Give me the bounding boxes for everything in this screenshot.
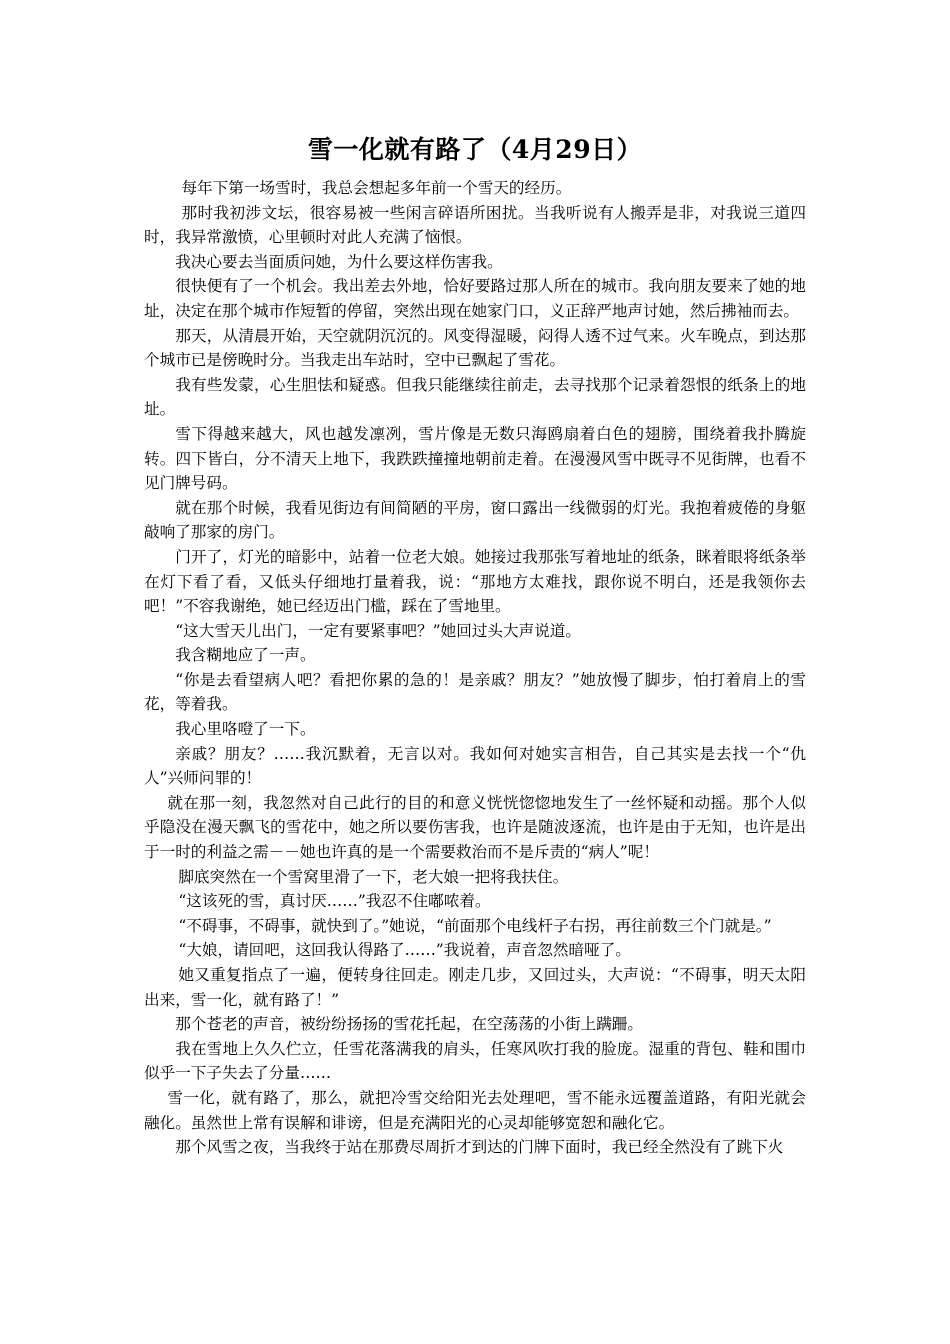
paragraph: 那时我初涉文坛，很容易被一些闲言碎语所困扰。当我听说有人搬弄是非，对我说三道四时，我异常激愤，心里顿时对此人充满了恼恨。 bbox=[144, 203, 806, 247]
paragraph: “你是去看望病人吧？看把你累的急的！是亲戚？朋友？”她放慢了脚步，怕打着肩上的雪花，等着我。 bbox=[144, 670, 806, 714]
paragraph: 就在那一刻，我忽然对自己此行的目的和意义恍恍惚惚地发生了一丝怀疑和动摇。那个人似乎隐没在漫天飘飞的雪花中，她之所以要伤害我，也许是随波逐流，也许是由于无知，也许是出于一时的利益之需－－她也许真的是一个需要救治而不是斥责的“病人”呢！ bbox=[144, 793, 806, 862]
paragraph: 脚底突然在一个雪窝里滑了一下，老大娘一把将我扶住。 bbox=[178, 867, 569, 886]
paragraph: “这该死的雪，真讨厌……”我忍不住嘟哝着。 bbox=[178, 892, 491, 911]
paragraph: 那天，从清晨开始，天空就阴沉沉的。风变得湿暖，闷得人透不过气来。火车晚点，到达那个城市已是傍晚时分。当我走出车站时，空中已飘起了雪花。 bbox=[144, 326, 806, 370]
paragraph: 很快便有了一个机会。我出差去外地，恰好要路过那人所在的城市。我向朋友要来了她的地址，决定在那个城市作短暂的停留，突然出现在她家门口，义正辞严地声讨她，然后拂袖而去。 bbox=[144, 277, 806, 320]
paragraph: 我心里咯噔了一下。 bbox=[175, 720, 316, 739]
paragraph: 每年下第一场雪时，我总会想起多年前一个雪天的经历。 bbox=[181, 179, 572, 197]
paragraph: “大娘，请回吧，这回我认得路了……”我说着，声音忽然暗哑了。 bbox=[178, 941, 631, 960]
paragraph: 亲戚？朋友？……我沉默着，无言以对。我如何对她实言相告，自己其实是去找一个“仇人”兴师问罪的！ bbox=[144, 744, 806, 788]
paragraph: 她又重复指点了一遍，便转身往回走。刚走几步，又回过头，大声说：“不碍事，明天太阳出来，雪一化，就有路了！” bbox=[144, 966, 806, 1009]
paragraph: 那个风雪之夜，当我终于站在那费尽周折才到达的门牌下面时，我已经全然没有了跳下火 bbox=[175, 1138, 784, 1157]
paragraph: 雪下得越来越大，风也越发凛冽，雪片像是无数只海鸥扇着白色的翅膀，围绕着我扑腾旋转。四下皆白，分不清天上地下，我跌跌撞撞地朝前走着。在漫漫风雪中既寻不见街牌，也看不见门牌号码。 bbox=[144, 424, 806, 493]
paragraph: 雪一化，就有路了，那么，就把冷雪交给阳光去处理吧，雪不能永远覆盖道路，有阳光就会融化。虽然世上常有误解和诽谤，但是充满阳光的心灵却能够宽恕和融化它。 bbox=[144, 1088, 806, 1132]
document-title: 雪一化就有路了（4月29日） bbox=[307, 135, 643, 164]
paragraph: “这大雪天儿出门，一定有要紧事吧？”她回过头大声说道。 bbox=[175, 621, 581, 640]
paragraph: 我有些发蒙，心生胆怯和疑惑。但我只能继续往前走，去寻找那个记录着怨恨的纸条上的地址。 bbox=[144, 375, 806, 419]
document-body bbox=[144, 176, 806, 1160]
paragraph: 门开了，灯光的暗影中，站着一位老大娘。她接过我那张写着地址的纸条，眯着眼将纸条举在灯下看了看，又低头仔细地打量着我，说：“那地方太难找，跟你说不明白，还是我领你去吧！”不容我谢绝，她已经迈出门槛，踩在了雪地里。 bbox=[144, 547, 806, 616]
paragraph: “不碍事，不碍事，就快到了。”她说，“前面那个电线杆子右拐，再往前数三个门就是。” bbox=[178, 916, 772, 935]
paragraph: 我在雪地上久久伫立，任雪花落满我的肩头，任寒风吹打我的脸庞。湿重的背包、鞋和围巾似乎一下子失去了分量…… bbox=[144, 1039, 806, 1083]
paragraph: 我含糊地应了一声。 bbox=[175, 646, 316, 665]
paragraph: 我决心要去当面质问她，为什么要这样伤害我。 bbox=[175, 252, 503, 271]
paragraph: 就在那个时候，我看见街边有间简陋的平房，窗口露出一线微弱的灯光。我抱着疲倦的身躯敲响了那家的房门。 bbox=[144, 498, 806, 542]
paragraph: 那个苍老的声音，被纷纷扬扬的雪花托起，在空荡荡的小街上蹒跚。 bbox=[175, 1015, 644, 1034]
